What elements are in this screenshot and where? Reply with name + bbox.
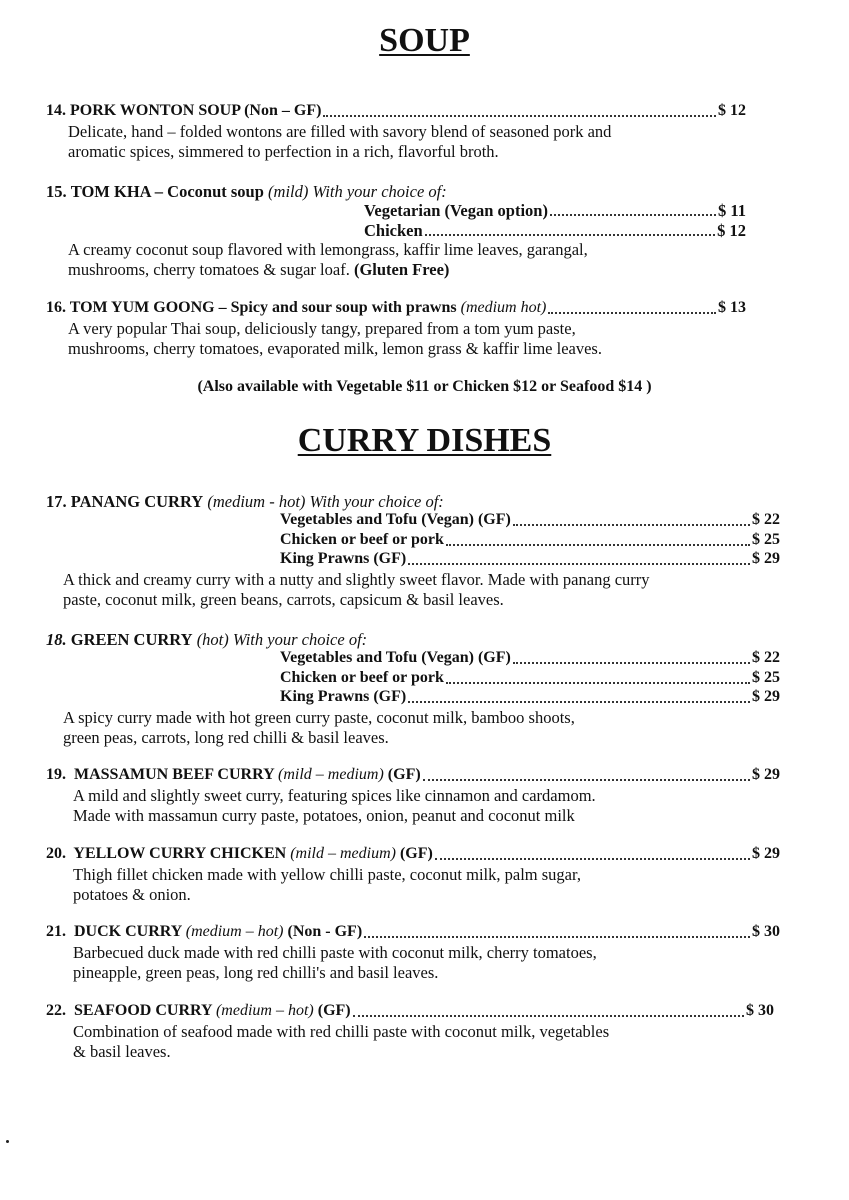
item-description: [63, 570, 650, 610]
description-line: A very popular Thai soup, deliciously tangy, prepared from a tom yum paste,: [68, 319, 576, 338]
option-label: King Prawns (GF): [280, 550, 407, 567]
description-line: green peas, carrots, long red chilli & basil leaves.: [63, 728, 389, 747]
soup-availability-note: (Also available with Vegetable $11 or Chicken $12 or Seafood $14 ): [197, 378, 652, 395]
dot-leader: [423, 779, 750, 781]
item-qualifier: (mild – medium): [290, 845, 396, 862]
menu-item-18-header: [46, 630, 367, 650]
item-description: [68, 319, 602, 359]
item-price: $ 30: [752, 923, 780, 940]
description-line: A mild and slightly sweet curry, featuring spices like cinnamon and cardamom.: [73, 786, 596, 805]
option-row: [280, 531, 780, 551]
menu-item-19-header: [46, 766, 780, 786]
description-line: A creamy coconut soup flavored with lemongrass, kaffir lime leaves, garangal,: [68, 240, 588, 259]
description-line: mushrooms, cherry tomatoes, evaporated milk, lemon grass & kaffir lime leaves.: [68, 339, 602, 358]
menu-item-17-header: [46, 492, 444, 512]
item-qualifier: (medium - hot) With your choice of:: [207, 492, 444, 511]
dot-leader: [548, 312, 716, 314]
option-row: [280, 511, 780, 531]
item-tag: (Non - GF): [287, 923, 363, 940]
item-name: SEAFOOD CURRY: [74, 1002, 212, 1019]
option-row: [280, 550, 780, 570]
option-label: Vegetarian (Vegan option): [364, 201, 548, 220]
description-line: paste, coconut milk, green beans, carrots, capsicum & basil leaves.: [63, 590, 504, 609]
item-description: [73, 1022, 609, 1062]
option-label: Chicken or beef or pork: [280, 669, 444, 686]
option-label: Vegetables and Tofu (Vegan) (GF): [280, 511, 511, 528]
item-number: 17.: [46, 492, 67, 511]
option-price: $ 25: [752, 531, 780, 548]
item-number: 16.: [46, 299, 66, 316]
item-qualifier: (hot) With your choice of:: [196, 630, 368, 649]
item-number: 22.: [46, 1002, 66, 1019]
dot-leader: [435, 858, 750, 860]
dot-leader: [323, 115, 716, 117]
menu-item-21-header: [46, 923, 780, 943]
option-label: Vegetables and Tofu (Vegan) (GF): [280, 649, 511, 666]
dot-leader: [425, 234, 715, 236]
dot-leader: [550, 214, 716, 216]
dot-leader: [513, 662, 750, 664]
item-qualifier: (medium hot): [460, 299, 547, 316]
dot-leader: [364, 936, 750, 938]
menu-item-15-header: [46, 182, 447, 202]
option-row: [280, 649, 780, 669]
item-price: $ 13: [718, 299, 746, 316]
item-description: [73, 786, 596, 826]
section-title-curry: CURRY DISHES: [297, 422, 552, 459]
item-number: 21.: [46, 923, 66, 940]
item-description: [68, 240, 588, 280]
item-name: DUCK CURRY: [74, 923, 182, 940]
dot-leader: [446, 544, 750, 546]
item-description: [73, 943, 597, 983]
option-price: $ 22: [752, 649, 780, 666]
dot-leader: [408, 563, 750, 565]
dot-leader: [446, 682, 750, 684]
description-line: & basil leaves.: [73, 1042, 171, 1061]
item-number: 14.: [46, 102, 66, 119]
menu-item-16-header: [46, 299, 746, 319]
item-description: [68, 122, 611, 162]
dot-leader: [513, 524, 750, 526]
item-qualifier: (mild) With your choice of:: [268, 182, 447, 201]
option-row: [364, 221, 746, 241]
gluten-free-tag: (Gluten Free): [353, 260, 450, 279]
item-description: [73, 865, 581, 905]
description-line: mushrooms, cherry tomatoes & sugar loaf. (Gluten Free): [68, 260, 450, 279]
item-name: YELLOW CURRY CHICKEN: [73, 845, 287, 862]
dot-leader: [408, 701, 750, 703]
item-number: 18.: [46, 630, 67, 649]
option-label: Chicken: [364, 221, 423, 240]
option-row: [280, 669, 780, 689]
item-price: $ 29: [752, 845, 780, 862]
dot-leader: [353, 1015, 744, 1017]
description-line: Made with massamun curry paste, potatoes, onion, peanut and coconut milk: [73, 806, 575, 825]
option-price: $ 29: [752, 550, 780, 567]
option-price: $ 22: [752, 511, 780, 528]
item-price: $ 12: [718, 102, 746, 119]
item-tag: (GF): [317, 1002, 351, 1019]
item-name: MASSAMUN BEEF CURRY: [74, 766, 275, 783]
item-name: PANANG CURRY: [70, 492, 204, 511]
description-line: potatoes & onion.: [73, 885, 191, 904]
menu-item-20-header: [46, 845, 780, 865]
item-price: $ 29: [752, 766, 780, 783]
option-row: [280, 688, 780, 708]
option-row: [364, 201, 746, 221]
description-line: Combination of seafood made with red chilli paste with coconut milk, vegetables: [73, 1022, 610, 1041]
item-number: 19.: [46, 766, 66, 783]
menu-item-22-header: [46, 1002, 774, 1022]
description-line: Thigh fillet chicken made with yellow chilli paste, coconut milk, palm sugar,: [73, 865, 581, 884]
item-name: TOM YUM GOONG – Spicy and sour soup with prawns: [69, 299, 457, 316]
menu-item-14-header: [46, 102, 746, 122]
option-price: $ 12: [717, 221, 746, 240]
option-price: $ 29: [752, 688, 780, 705]
option-label: Chicken or beef or pork: [280, 531, 444, 548]
item-name: PORK WONTON SOUP (Non – GF): [70, 102, 322, 119]
description-line: pineapple, green peas, long red chilli's and basil leaves.: [73, 963, 439, 982]
item-tag: (GF): [399, 845, 433, 862]
description-line: A thick and creamy curry with a nutty and slightly sweet flavor. Made with panang curry: [63, 570, 650, 589]
item-qualifier: (medium – hot): [185, 923, 284, 940]
item-number: 20.: [46, 845, 66, 862]
scan-speck: [6, 1140, 9, 1143]
option-label: King Prawns (GF): [280, 688, 407, 705]
item-qualifier: (mild – medium): [278, 766, 384, 783]
item-qualifier: (medium – hot): [215, 1002, 314, 1019]
item-price: $ 30: [746, 1002, 774, 1019]
item-tag: (GF): [387, 766, 421, 783]
item-description: [63, 708, 575, 748]
option-price: $ 25: [752, 669, 780, 686]
option-price: $ 11: [718, 201, 746, 220]
description-line: Delicate, hand – folded wontons are filled with savory blend of seasoned pork and: [68, 122, 612, 141]
description-line: Barbecued duck made with red chilli paste with coconut milk, cherry tomatoes,: [73, 943, 597, 962]
section-title-soup: SOUP: [379, 22, 470, 59]
description-line: aromatic spices, simmered to perfection in a rich, flavorful broth.: [68, 142, 499, 161]
description-line: A spicy curry made with hot green curry paste, coconut milk, bamboo shoots,: [63, 708, 575, 727]
item-number: 15.: [46, 182, 67, 201]
item-name: GREEN CURRY: [70, 630, 193, 649]
item-name: TOM KHA – Coconut soup: [70, 182, 264, 201]
